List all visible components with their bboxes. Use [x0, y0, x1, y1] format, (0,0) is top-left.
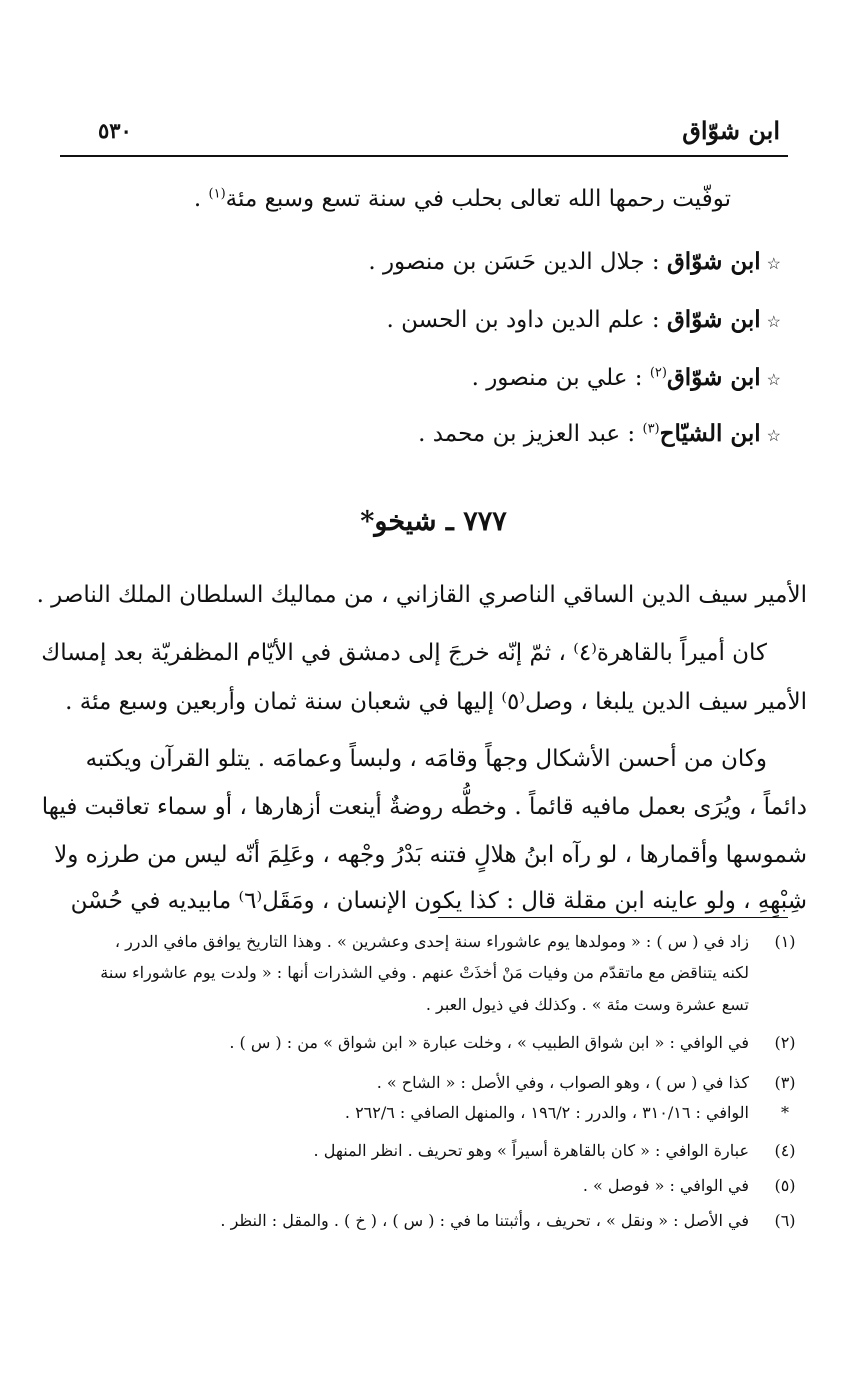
intro-text: توفّيت رحمها الله تعالى بحلب في سنة تسع وسبع مئة: [225, 186, 731, 212]
footnote-ref-2: (٢): [649, 365, 667, 381]
footnote-number: (٥): [774, 1176, 796, 1195]
page-number: ٥٣٠: [98, 118, 132, 143]
footnote-number: (٢): [774, 1033, 796, 1052]
footnote-line: في الأصل : « ونقل » ، تحريف ، وأثبتنا ما في : ( س ) ، ( خ ) . والمقل : النظر .: [220, 1211, 749, 1230]
body-line: شِبْهِهِ ، ولو عاينه ابن مقلة قال : كذا يكون الإنسان ، ومَقَل⁽٦⁾ مابيديه في حُسْن: [70, 888, 807, 914]
footnote-line: تسع عشرة وست مئة » . وكذلك في ذيول العبر .: [425, 995, 749, 1014]
footnote-line: في الوافي : « فوصل » .: [582, 1176, 749, 1195]
ref-name: ابن شوّاق: [666, 306, 761, 333]
body-line: دائماً ، ويُرَى بعمل مافيه قائماً . وخطُّه روضةٌ أينعت أزهارها ، أو سماء تعاقبت فيها: [41, 794, 807, 820]
footnote-line: زاد في ( س ) : « ومولدها يوم عاشوراء سنة إحدى وعشرين » . وهذا التاريخ يوافق مافي الدرر ،: [114, 932, 749, 951]
footnote-number: (٦): [774, 1211, 796, 1230]
footnote-line: الوافي : ٣١٠/١٦ ، والدرر : ١٩٦/٢ ، والمنهل الصافي : ٢٦٢/٦ .: [344, 1103, 749, 1122]
ref-rest: : علم الدين داود بن الحسن .: [386, 307, 667, 333]
cross-reference: [387, 306, 781, 333]
ref-rest: : عبد العزيز بن محمد .: [418, 421, 643, 447]
body-line: الأمير سيف الدين يلبغا ، وصل⁽٥⁾ إليها في شعبان سنة ثمان وأربعين وسبع مئة .: [65, 689, 807, 715]
ref-name: ابن شوّاق: [666, 248, 761, 275]
footnote-ref-3: (٣): [642, 421, 660, 437]
star-icon: ☆: [766, 370, 781, 389]
intro-line: [194, 186, 731, 212]
footnote-line: لكنه يتناقض مع ماتقدّم من وفيات مَنْ أخذَتْ عنهم . وفي الشذرات أنها : « ولدت يوم عاشوراء سنة: [100, 963, 749, 982]
header-divider: [60, 155, 788, 157]
entry-title: ٧٧٧ ـ شيخو*: [360, 506, 507, 537]
footnote-number: (١): [774, 932, 796, 951]
ref-name: ابن الشيّاح: [659, 420, 761, 447]
body-line: كان أميراً بالقاهرة⁽٤⁾ ، ثمّ إنّه خرجَ إلى دمشق في الأيّام المظفريّة بعد إمساك: [41, 640, 767, 666]
intro-end: .: [193, 186, 209, 212]
ref-rest: : علي بن منصور .: [471, 365, 650, 391]
body-line: وكان من أحسن الأشكال وجهاً وقامَه ، ولبساً وعمامَه . يتلو القرآن ويكتبه: [85, 746, 767, 772]
body-line: شموسها وأقمارها ، لو رآه ابنُ هلالٍ فتنه بَدْرُ وجْهه ، وعَلِمَ أنّه ليس من طرزه ولا: [54, 842, 807, 868]
cross-reference: [472, 364, 781, 391]
ref-name: ابن شوّاق: [666, 364, 761, 391]
cross-reference: [368, 248, 781, 275]
footnote-number: *: [781, 1103, 789, 1122]
star-icon: ☆: [766, 312, 781, 331]
footnote-line: عبارة الوافي : « كان بالقاهرة أسيراً » وهو تحريف . انظر المنهل .: [313, 1141, 749, 1160]
page-header: [60, 108, 788, 156]
ref-rest: : جلال الدين حَسَن بن منصور .: [368, 249, 667, 275]
footnote-line: كذا في ( س ) ، وهو الصواب ، وفي الأصل : « الشاح » .: [376, 1073, 749, 1092]
body-line: الأمير سيف الدين الساقي الناصري القازاني ، من مماليك السلطان الملك الناصر .: [36, 582, 807, 608]
footnote-line: في الوافي : « ابن شواق الطبيب » ، وخلت عبارة « ابن شواق » من : ( س ) .: [229, 1033, 749, 1052]
cross-reference: [418, 420, 781, 447]
running-title: ابن شوّاق: [682, 116, 780, 145]
footnote-number: (٣): [774, 1073, 796, 1092]
star-icon: ☆: [766, 426, 781, 445]
footnote-divider: [438, 917, 788, 918]
footnote-ref-1: (١): [208, 186, 226, 202]
footnote-number: (٤): [774, 1141, 796, 1160]
star-icon: ☆: [766, 254, 781, 273]
